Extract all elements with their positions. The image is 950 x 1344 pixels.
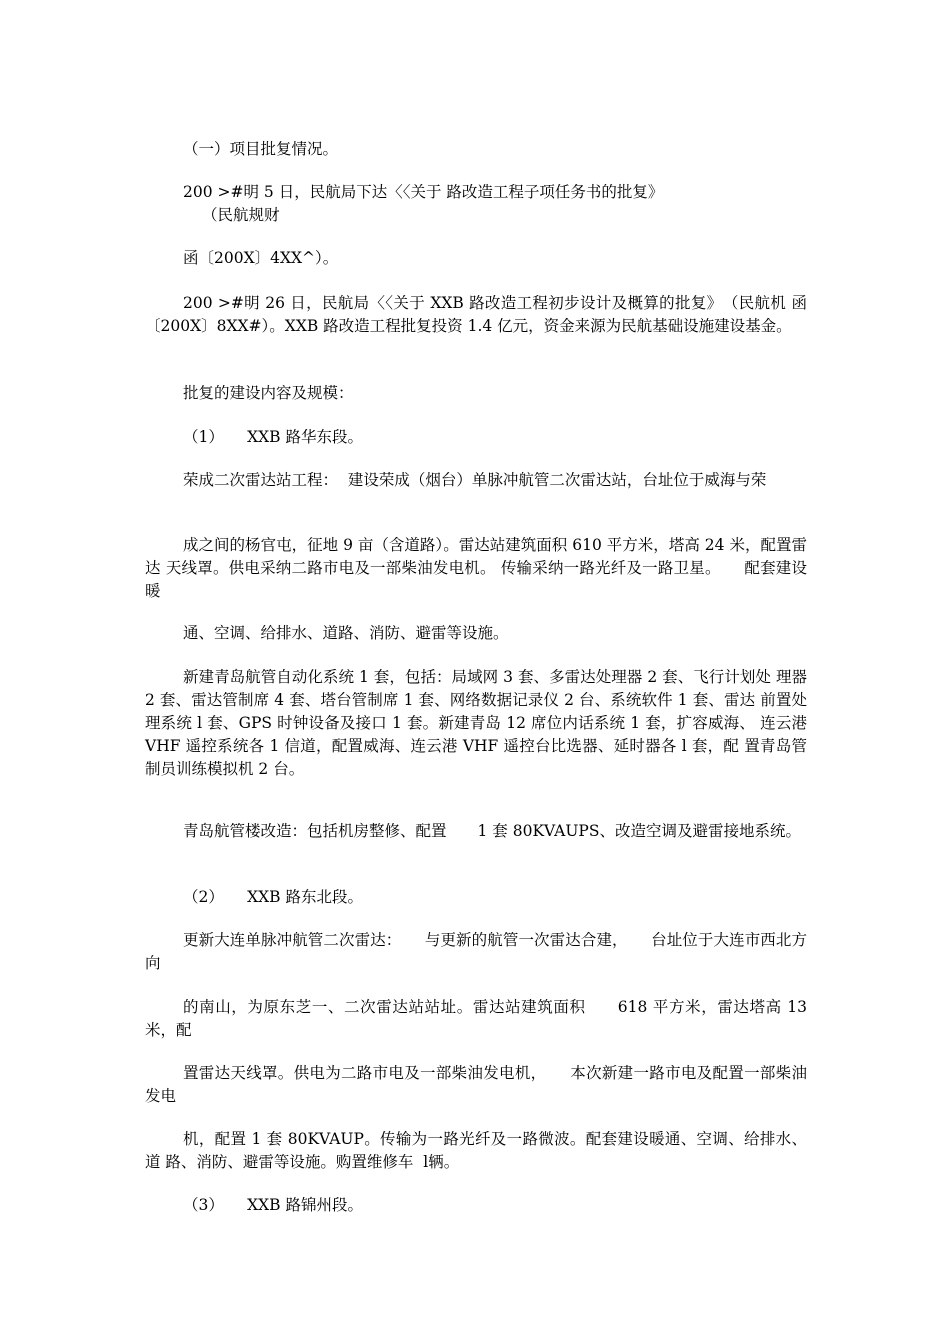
paragraph-17: （3） XXB 路锦州段。 [183, 1196, 363, 1214]
paragraph-5: 批复的建设内容及规模： [183, 384, 354, 402]
paragraph-11: 青岛航管楼改造：包括机房整修、配置 1 套 80KVAUPS、改造空调及避雷接地系统。 [183, 822, 801, 840]
paragraph-15: 置雷达天线罩。供电为二路市电及一部柴油发电机， 本次新建一路市电及配置一部柴油发电 [145, 1064, 807, 1105]
paragraph-2-text: 200 >#明 5 日，民航局下达〈〈关于 路改造工程子项任务书的批复》 [183, 183, 664, 201]
paragraph-16: 机，配置 1 套 80KVAUP。传输为一路光纤及一路微波。配套建设暖通、空调、给排水、道 路、消防、避雷等设施。购置维修车 l辆。 [145, 1130, 807, 1171]
paragraph-9: 通、空调、给排水、道路、消防、避雷等设施。 [183, 624, 509, 642]
paragraph-4: 200 >#明 26 日，民航局〈〈关于 XXB 路改造工程初步设计及概算的批复》 （民航机 函〔200X〕8XX#）。XXB 路改造工程批复投资 1.4 亿元，资金来源为民航基础设施建设基金。 [145, 294, 807, 335]
paragraph-7: 荣成二次雷达站工程： 建设荣成（烟台）单脉冲航管二次雷达站，台址位于威海与荣 [183, 471, 767, 489]
paragraph-13: 更新大连单脉冲航管二次雷达： 与更新的航管一次雷达合建， 台址位于大连市西北方向 [145, 931, 807, 972]
paragraph-12: （2） XXB 路东北段。 [183, 888, 363, 906]
paragraph-10: 新建青岛航管自动化系统 1 套，包括：局域网 3 套、多雷达处理器 2 套、飞行计划处 理器 2 套、雷达管制席 4 套、塔台管制席 1 套、网络数据记录仪 2 台、系统软件 1 套、雷达 前置处理系统 l 套、GPS 时钟设备及接口 1 套。新建青岛 12 席位内话系统 1 套，扩容威海、 连云港 VHF 遥控系统各 1 信道，配置威海、连云港 VHF 遥控台比选器、延时器各 l 套，配 置青岛管制员训练模拟机 2 台。 [145, 668, 812, 778]
paragraph-2-continuation: （民航规财 [202, 206, 280, 224]
paragraph-8: 成之间的杨官屯，征地 9 亩（含道路）。雷达站建筑面积 610 平方米，塔高 24 米，配置雷达 天线罩。供电采纳二路市电及一部柴油发电机。 传输采纳一路光纤及一路卫星。 配套建设暖 [145, 536, 807, 600]
paragraph-2 [145, 181, 807, 227]
paragraph-1: （一）项目批复情况。 [183, 140, 339, 158]
paragraph-14: 的南山，为原东芝一、二次雷达站站址。雷达站建筑面积 618 平方米，雷达塔高 13 米，配 [145, 998, 812, 1039]
paragraph-6: （1） XXB 路华东段。 [183, 428, 363, 446]
paragraph-3: 函〔200X〕4XX^）。 [183, 249, 339, 267]
